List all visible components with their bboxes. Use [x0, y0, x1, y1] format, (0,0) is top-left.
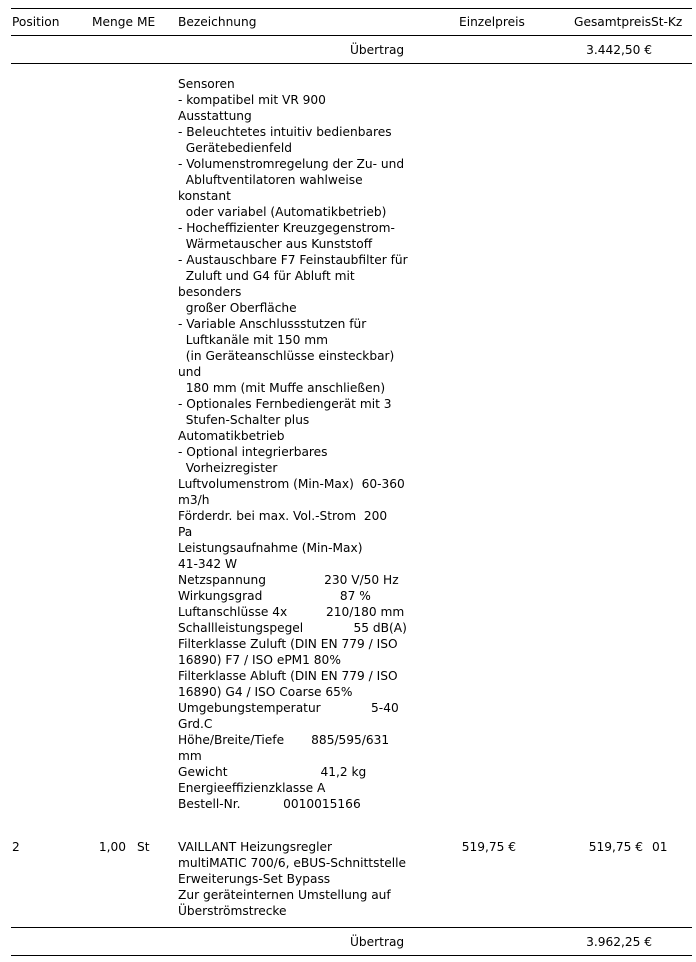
- description-line: Bestell-Nr. 0010015166: [178, 797, 361, 811]
- description-line: Luftkanäle mit 150 mm: [178, 333, 328, 347]
- description-line: Gerätebedienfeld: [178, 141, 292, 155]
- description-line: Überströmstrecke: [178, 904, 287, 918]
- description-line: - Variable Anschlussstutzen für: [178, 317, 367, 331]
- description-line: Erweiterungs-Set Bypass: [178, 872, 331, 886]
- description-line: oder variabel (Automatikbetrieb): [178, 205, 387, 219]
- description-line: 16890) G4 / ISO Coarse 65%: [178, 685, 353, 699]
- description-line: 16890) F7 / ISO ePM1 80%: [178, 653, 341, 667]
- description-line: - Beleuchtetes intuitiv bedienbares: [178, 125, 392, 139]
- description-line: Wirkungsgrad 87 %: [178, 589, 371, 603]
- description-line: Stufen-Schalter plus: [178, 413, 310, 427]
- col-header-position: Position: [12, 15, 60, 29]
- description-line: Automatikbetrieb: [178, 429, 285, 443]
- description-line: - Austauschbare F7 Feinstaubfilter für: [178, 253, 408, 267]
- description-line: Energieeffizienzklasse A: [178, 781, 326, 795]
- description-line: Sensoren: [178, 77, 235, 91]
- description-line: Förderdr. bei max. Vol.-Strom 200: [178, 509, 388, 523]
- col-header-gesamtpreis: Gesamtpreis: [574, 15, 652, 29]
- item2-einzelpreis: 519,75 €: [461, 840, 516, 854]
- description-line: 180 mm (mit Muffe anschließen): [178, 381, 386, 395]
- description-line: Netzspannung 230 V/50 Hz: [178, 573, 399, 587]
- item2-stkz: 01: [652, 840, 668, 854]
- item2-menge: 1,00: [98, 840, 126, 854]
- col-header-stkz: St-Kz: [651, 15, 683, 29]
- description-line: Umgebungstemperatur 5-40: [178, 701, 399, 715]
- carry-in-amount: 3.442,50 €: [586, 43, 652, 57]
- description-line: Filterklasse Abluft (DIN EN 779 / ISO: [178, 669, 398, 683]
- description-line: - Optional integrierbares: [178, 445, 328, 459]
- item2-gesamtpreis: 519,75 €: [588, 840, 643, 854]
- description-line: mm: [178, 749, 202, 763]
- col-header-einzelpreis: Einzelpreis: [459, 15, 525, 29]
- description-line: VAILLANT Heizungsregler: [178, 840, 332, 854]
- description-line: Abluftventilatoren wahlweise: [178, 173, 363, 187]
- item2-description: [178, 839, 448, 919]
- item2-me: St: [137, 840, 150, 854]
- carry-in-label: Übertrag: [350, 43, 405, 57]
- description-line: - kompatibel mit VR 900: [178, 93, 326, 107]
- description-line: Grd.C: [178, 717, 213, 731]
- description-line: (in Geräteanschlüsse einsteckbar): [178, 349, 395, 363]
- description-line: - Volumenstromregelung der Zu- und: [178, 157, 405, 171]
- description-line: Ausstattung: [178, 109, 252, 123]
- description-line: und: [178, 365, 202, 379]
- description-line: Höhe/Breite/Tiefe 885/595/631: [178, 733, 390, 747]
- header-rule: [11, 35, 692, 36]
- description-line: - Optionales Fernbediengerät mit 3: [178, 397, 392, 411]
- description-line: 41-342 W: [178, 557, 238, 571]
- carry-out-bottom-rule: [11, 955, 692, 956]
- description-line: Zur geräteinternen Umstellung auf: [178, 888, 391, 902]
- description-line: besonders: [178, 285, 242, 299]
- col-header-me: ME: [137, 15, 156, 29]
- description-line: Vorheizregister: [178, 461, 278, 475]
- description-line: Pa: [178, 525, 193, 539]
- top-rule: [11, 8, 692, 9]
- description-line: konstant: [178, 189, 231, 203]
- description-line: Wärmetauscher aus Kunststoff: [178, 237, 373, 251]
- description-line: Zuluft und G4 für Abluft mit: [178, 269, 355, 283]
- item2-position: 2: [12, 840, 20, 854]
- description-line: multiMATIC 700/6, eBUS-Schnittstelle: [178, 856, 406, 870]
- carry-out-label: Übertrag: [350, 935, 405, 949]
- description-line: Gewicht 41,2 kg: [178, 765, 367, 779]
- description-line: Luftvolumenstrom (Min-Max) 60-360: [178, 477, 405, 491]
- item1-description: [178, 76, 438, 812]
- description-line: großer Oberfläche: [178, 301, 297, 315]
- description-line: Filterklasse Zuluft (DIN EN 779 / ISO: [178, 637, 398, 651]
- col-header-bezeichnung: Bezeichnung: [178, 15, 257, 29]
- description-line: m3/h: [178, 493, 210, 507]
- col-header-menge: Menge: [92, 15, 133, 29]
- description-line: - Hocheffizienter Kreuzgegenstrom-: [178, 221, 395, 235]
- carry-in-rule: [11, 63, 692, 64]
- carry-out-top-rule: [11, 927, 692, 928]
- carry-out-amount: 3.962,25 €: [586, 935, 652, 949]
- description-line: Leistungsaufnahme (Min-Max): [178, 541, 363, 555]
- description-line: Schallleistungspegel 55 dB(A): [178, 621, 407, 635]
- description-line: Luftanschlüsse 4x 210/180 mm: [178, 605, 405, 619]
